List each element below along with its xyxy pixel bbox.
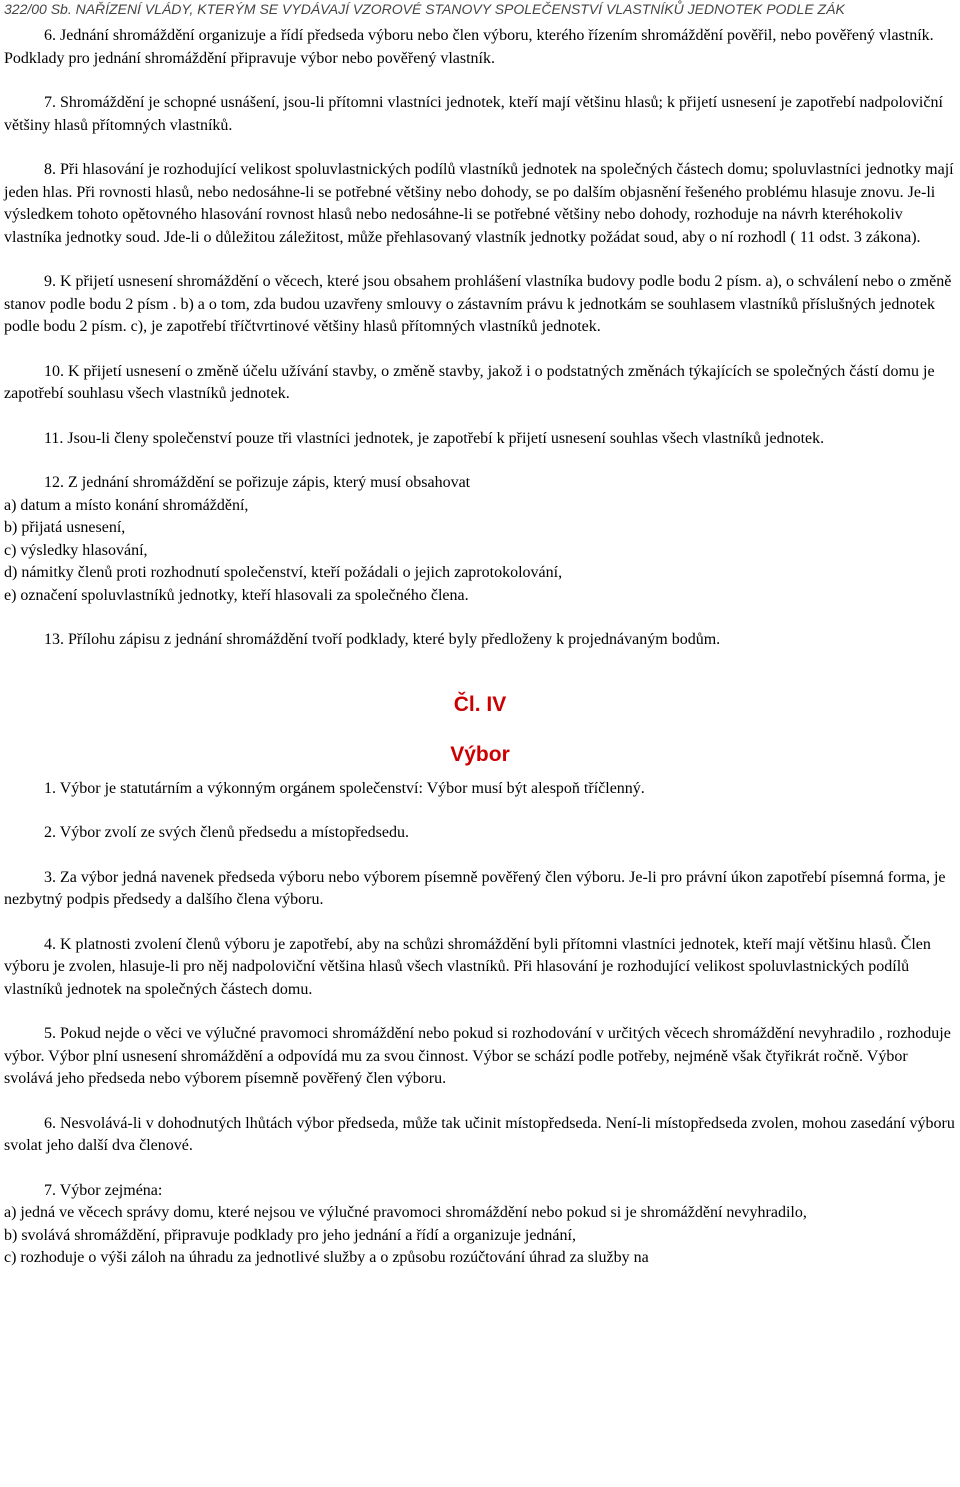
article-paragraph-7: 7. Výbor zejména:: [44, 1181, 163, 1199]
paragraph-12: 12. Z jednání shromáždění se pořizuje zápis, který musí obsahovat: [44, 474, 471, 491]
article-paragraph-5: 5. Pokud nejde o věci ve výlučné pravomoci shromáždění nebo pokud si rozhodování v určitých věcech shromáždění nevyhradilo , rozhoduje výbor. Výbor plní usnesení shromáždění a odpovídá mu za svou činnost. Výbor se schází podle potřeby, nejméně však čtyřikrát ročně. Výbor svolává jeho předseda nebo výborem písemně pověřený člen výboru.: [4, 1025, 951, 1087]
paragraph-6: 6. Jednání shromáždění organizuje a řídí předseda výboru nebo člen výboru, kterého řízením shromáždění pověřil, nebo pověřený vlastník. Podklady pro jednání shromáždění připravuje výbor nebo pověřený vlastník.: [4, 27, 934, 67]
paragraph-13: 13. Přílohu zápisu z jednání shromáždění tvoří podklady, které byly předloženy k projednávaným bodům.: [44, 631, 721, 648]
list-item: a) jedná ve věcech správy domu, které nejsou ve výlučné pravomoci shromáždění nebo pokud si je shromáždění nevyhradilo,: [4, 1204, 807, 1221]
list-item: a) datum a místo konání shromáždění,: [4, 496, 249, 514]
article-paragraph-6: 6. Nesvolává-li v dohodnutých lhůtách výbor předseda, může tak učinit místopředseda. Není-li místopředseda zvolen, mohou zasedání výboru svolat jeho další dva členové.: [4, 1114, 955, 1154]
article-title-heading: Výbor: [450, 742, 510, 766]
paragraph-8: 8. Při hlasování je rozhodující velikost spoluvlastnických podílů vlastníků jednotek na společných částech domu; spoluvlastníci jednotky mají jeden hlas. Při rovnosti hlasů, nebo nedosáhne-li se potřebné většiny nebo dohody, se po dalším objasnění řešeného problému hlasuje znovu. Je-li výsledkem tohoto opětovného hlasování rovnost hlasů nebo nedosáhne-li se potřebné většiny nebo dohody, rozhoduje na návrh kteréhokoliv vlastníka jednotky soud. Jde-li o důležitou záležitost, může přehlasovaný vlastník jednotky požádat soud, aby o ní rozhodl ( 11 odst. 3 zákona).: [4, 161, 954, 246]
list-item: b) svolává shromáždění, připravuje podklady pro jeho jednání a řídí a organizuje jednání,: [4, 1226, 576, 1244]
list-item: c) výsledky hlasování,: [4, 541, 148, 559]
paragraph-10: 10. K přijetí usnesení o změně účelu užívání stavby, o změně stavby, jakož i o podstatných změnách týkajících se společných částí domu je zapotřebí souhlasu všech vlastníků jednotek.: [4, 362, 935, 402]
paragraph-11: 11. Jsou-li členy společenství pouze tři vlastníci jednotek, je zapotřebí k přijetí usnesení souhlas všech vlastníků jednotek.: [44, 429, 825, 447]
list-item: c) rozhoduje o výši záloh na úhradu za jednotlivé služby a o způsobu rozúčtování úhrad za služby na: [4, 1249, 649, 1266]
paragraph-9: 9. K přijetí usnesení shromáždění o věcech, které jsou obsahem prohlášení vlastníka budovy podle bodu 2 písm. a), o schválení nebo o změně stanov podle bodu 2 písm . b) a o tom, zda budou uzavřeny smlouvy o zástavním právu k jednotkám se souhlasem vlastníků příslušných jednotek podle bodu 2 písm. c), je zapotřebí tříčtvrtinové většiny hlasů přítomných vlastníků jednotek.: [4, 273, 952, 335]
document-body: [4, 25, 956, 1270]
article-paragraph-2: 2. Výbor zvolí ze svých členů předsedu a místopředsedu.: [44, 824, 409, 841]
list-item: b) přijatá usnesení,: [4, 519, 126, 536]
list-item: e) označení spoluvlastníků jednotky, kteří hlasovali za společného člena.: [4, 586, 469, 604]
paragraph-7: 7. Shromáždění je schopné usnášení, jsou-li přítomni vlastníci jednotek, kteří mají většinu hlasů; k přijetí usnesení je zapotřebí nadpoloviční většiny hlasů přítomných vlastníků.: [4, 94, 943, 134]
article-paragraph-3: 3. Za výbor jedná navenek předseda výboru nebo výborem písemně pověřený člen výboru. Je-li pro právní úkon zapotřebí písemná forma, je nezbytný podpis předsedy a dalšího člena výboru.: [4, 868, 946, 908]
article-paragraph-1: 1. Výbor je statutárním a výkonným orgánem společenství: Výbor musí být alespoň tříčlenný.: [44, 779, 645, 797]
page-header: 322/00 Sb. NAŘÍZENÍ VLÁDY, KTERÝM SE VYDÁVAJÍ VZOROVÉ STANOVY SPOLEČENSTVÍ VLASTNÍKŮ JEDNOTEK PODLE ZÁK: [4, 1, 845, 17]
article-number-heading: Čl. IV: [453, 692, 507, 716]
list-item: d) námitky členů proti rozhodnutí společenství, kteří požádali o jejich zaprotokolování,: [4, 564, 563, 581]
article-paragraph-4: 4. K platnosti zvolení členů výboru je zapotřebí, aby na schůzi shromáždění byli přítomni vlastníci jednotek, kteří mají většinu hlasů. Člen výboru je zvolen, hlasuje-li pro něj nadpoloviční většina hlasů všech vlastníků. Při hlasování je rozhodující velikost spoluvlastnických podílů vlastníků jednotek na společných částech domu.: [4, 935, 931, 998]
